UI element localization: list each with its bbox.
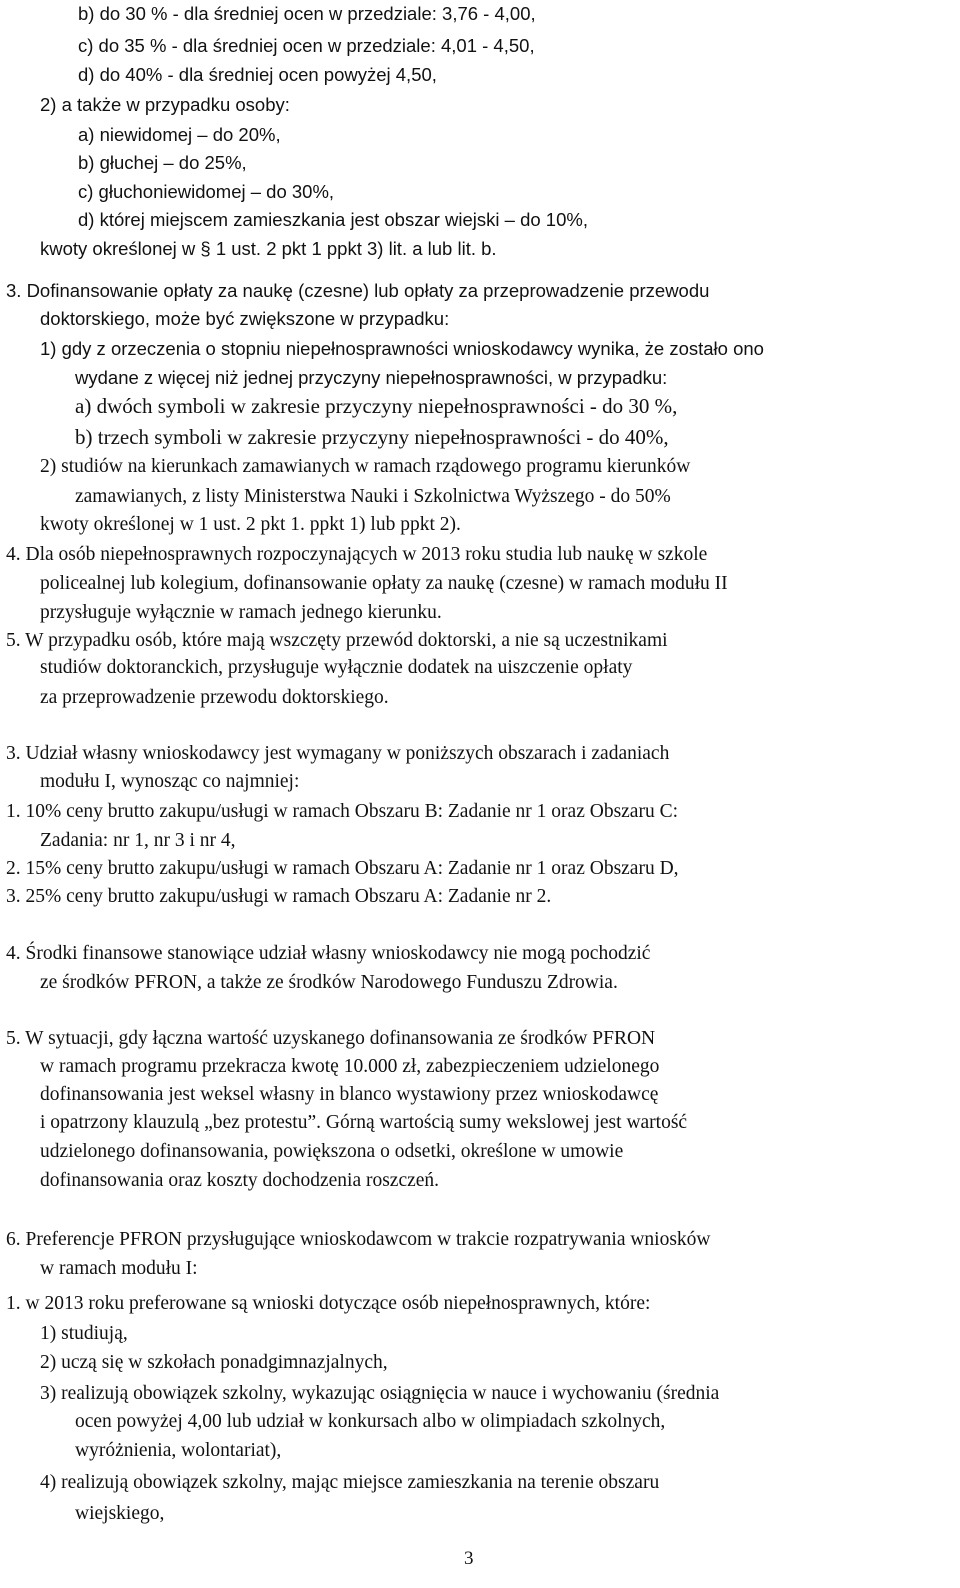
list-item: d) której miejscem zamieszkania jest obszar wiejski – do 10%, bbox=[78, 209, 588, 230]
list-item: b) do 30 % - dla średniej ocen w przedziale: 3,76 - 4,00, bbox=[78, 3, 536, 24]
paragraph-line: dofinansowania jest weksel własny in blanco wystawiony przez wnioskodawcę bbox=[40, 1084, 659, 1105]
paragraph-line: 3. Udział własny wnioskodawcy jest wymagany w poniższych obszarach i zadaniach bbox=[6, 743, 670, 764]
paragraph-line: kwoty określonej w 1 ust. 2 pkt 1. ppkt 1) lub ppkt 2). bbox=[40, 514, 461, 535]
paragraph-line: wydane z więcej niż jednej przyczyny niepełnosprawności, w przypadku: bbox=[75, 367, 668, 388]
paragraph-line: zamawianych, z listy Ministerstwa Nauki i Szkolnictwa Wyższego - do 50% bbox=[75, 486, 671, 507]
paragraph-line: 5. W sytuacji, gdy łączna wartość uzyskanego dofinansowania ze środków PFRON bbox=[6, 1028, 656, 1049]
paragraph-line: i opatrzony klauzulą „bez protestu”. Górną wartością sumy wekslowej jest wartość bbox=[40, 1112, 688, 1133]
paragraph-line: ze środków PFRON, a także ze środków Narodowego Funduszu Zdrowia. bbox=[40, 972, 618, 993]
list-item: c) do 35 % - dla średniej ocen w przedziale: 4,01 - 4,50, bbox=[78, 35, 535, 56]
paragraph-line: w ramach programu przekracza kwotę 10.000 zł, zabezpieczeniem udzielonego bbox=[40, 1056, 660, 1077]
paragraph-line: policealnej lub kolegium, dofinansowanie opłaty za naukę (czesne) w ramach modułu II bbox=[40, 573, 728, 594]
paragraph-line: studiów doktoranckich, przysługuje wyłącznie dodatek na uiszczenie opłaty bbox=[40, 657, 633, 678]
paragraph-line: dofinansowania oraz koszty dochodzenia roszczeń. bbox=[40, 1170, 440, 1191]
paragraph-line: w ramach modułu I: bbox=[40, 1258, 198, 1279]
page-number: 3 bbox=[464, 1548, 474, 1569]
paragraph-line: 2) uczą się w szkołach ponadgimnazjalnych, bbox=[40, 1352, 388, 1373]
list-item: c) głuchoniewidomej – do 30%, bbox=[78, 181, 335, 202]
paragraph-line: 2) studiów na kierunkach zamawianych w ramach rządowego programu kierunków bbox=[40, 456, 691, 477]
paragraph-line: 1. w 2013 roku preferowane są wnioski dotyczące osób niepełnosprawnych, które: bbox=[6, 1293, 651, 1314]
paragraph-line: 2. 15% ceny brutto zakupu/usługi w ramach Obszaru A: Zadanie nr 1 oraz Obszaru D, bbox=[6, 858, 679, 879]
list-item: b) głuchej – do 25%, bbox=[78, 152, 247, 173]
paragraph-line: 1) gdy z orzeczenia o stopniu niepełnosprawności wnioskodawcy wynika, że zostało ono bbox=[40, 338, 764, 359]
paragraph-line: doktorskiego, może być zwiększone w przypadku: bbox=[40, 308, 450, 329]
list-item: 2) a także w przypadku osoby: bbox=[40, 94, 290, 115]
paragraph-line: za przeprowadzenie przewodu doktorskiego. bbox=[40, 687, 389, 708]
paragraph-line: b) trzech symboli w zakresie przyczyny niepełnosprawności - do 40%, bbox=[75, 425, 669, 449]
paragraph-line: wyróżnienia, wolontariat), bbox=[75, 1440, 282, 1461]
paragraph-line: 6. Preferencje PFRON przysługujące wnioskodawcom w trakcie rozpatrywania wniosków bbox=[6, 1229, 711, 1250]
paragraph-line: 1) studiują, bbox=[40, 1323, 128, 1344]
paragraph-line: 5. W przypadku osób, które mają wszczęty przewód doktorski, a nie są uczestnikami bbox=[6, 630, 668, 651]
paragraph-line: wiejskiego, bbox=[75, 1503, 165, 1524]
paragraph-line: 4) realizują obowiązek szkolny, mając miejsce zamieszkania na terenie obszaru bbox=[40, 1472, 660, 1493]
paragraph-line: 4. Dla osób niepełnosprawnych rozpoczynających w 2013 roku studia lub naukę w szkole bbox=[6, 544, 708, 565]
paragraph-line: a) dwóch symboli w zakresie przyczyny niepełnosprawności - do 30 %, bbox=[75, 394, 678, 418]
paragraph-line: 3. Dofinansowanie opłaty za naukę (czesne) lub opłaty za przeprowadzenie przewodu bbox=[6, 280, 710, 301]
paragraph-line: udzielonego dofinansowania, powiększona o odsetki, określone w umowie bbox=[40, 1141, 624, 1162]
list-item: kwoty określonej w § 1 ust. 2 pkt 1 ppkt 3) lit. a lub lit. b. bbox=[40, 238, 497, 259]
paragraph-line: ocen powyżej 4,00 lub udział w konkursach albo w olimpiadach szkolnych, bbox=[75, 1411, 666, 1432]
paragraph-line: 1. 10% ceny brutto zakupu/usługi w ramach Obszaru B: Zadanie nr 1 oraz Obszaru C: bbox=[6, 801, 679, 822]
paragraph-line: 3. 25% ceny brutto zakupu/usługi w ramach Obszaru A: Zadanie nr 2. bbox=[6, 886, 552, 907]
paragraph-line: modułu I, wynosząc co najmniej: bbox=[40, 771, 300, 792]
paragraph-line: przysługuje wyłącznie w ramach jednego kierunku. bbox=[40, 602, 442, 623]
list-item: a) niewidomej – do 20%, bbox=[78, 124, 281, 145]
paragraph-line: 4. Środki finansowe stanowiące udział własny wnioskodawcy nie mogą pochodzić bbox=[6, 943, 651, 964]
list-item: d) do 40% - dla średniej ocen powyżej 4,50, bbox=[78, 64, 437, 85]
paragraph-line: Zadania: nr 1, nr 3 i nr 4, bbox=[40, 830, 236, 851]
paragraph-line: 3) realizują obowiązek szkolny, wykazując osiągnięcia w nauce i wychowaniu (średnia bbox=[40, 1383, 720, 1404]
